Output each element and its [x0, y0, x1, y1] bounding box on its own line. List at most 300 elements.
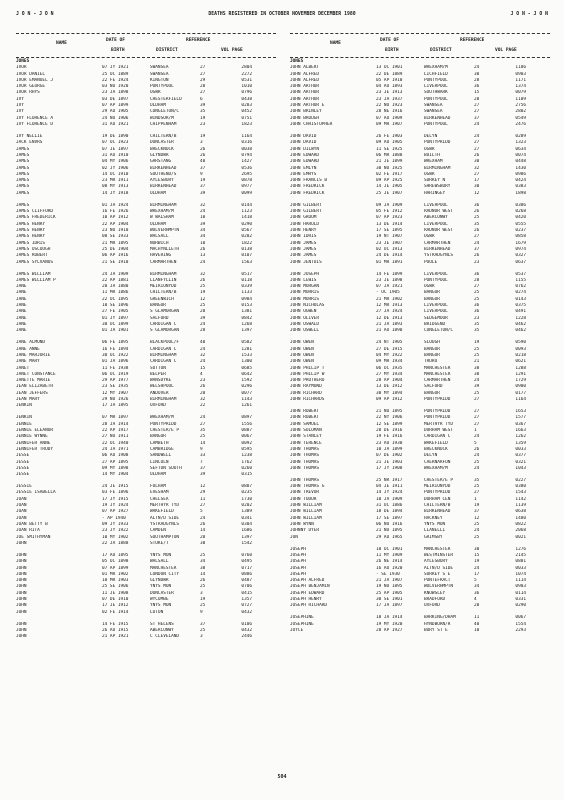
district-cell: LLANFYLLIN [150, 277, 177, 283]
page-cell: 0274 [515, 290, 526, 296]
page-cell: 0986 [515, 171, 526, 177]
forename-cell: JOAN [16, 509, 27, 515]
forename-cell: JENKIN [16, 415, 32, 421]
district-cell: SUTTON [150, 365, 166, 371]
forename-cell: JOHN THOMAS [290, 453, 320, 459]
district-cell: RADNOR WEST [424, 209, 454, 215]
district-cell: LLANELLI [424, 528, 446, 534]
page-cell: 0822 [515, 521, 526, 527]
page-cell: 0555 [515, 221, 526, 227]
volume-cell: 5 [200, 509, 203, 515]
volume-cell: 35 [474, 321, 480, 327]
forename-cell: JOHN EMRYS [290, 171, 317, 177]
page-cell: 0881 [515, 559, 526, 565]
district-cell: PONTYPOOL [424, 77, 448, 83]
birth-date-cell: 23 JA 1898 [102, 90, 129, 96]
birth-date-cell: 01 JA 1896 [102, 359, 129, 365]
right-entries [290, 59, 550, 634]
page-cell: 0290 [515, 603, 526, 609]
page-cell: 1357 [241, 597, 252, 603]
page-cell: 1563 [241, 259, 252, 265]
birth-date-cell: 22 FE 1924 [102, 77, 129, 83]
volume-cell: 5 [474, 578, 477, 584]
birth-date-cell: 07 JE 1897 [102, 146, 129, 152]
volume-cell: 27 [200, 65, 206, 71]
volume-cell: 27 [200, 71, 206, 77]
district-cell: BIRMINGHAM [150, 397, 177, 403]
district-cell: CHILTERN/B [150, 290, 177, 296]
volume-cell: 33 [200, 453, 206, 459]
birth-date-cell: 04 MY 1906 [102, 159, 129, 165]
birth-date-cell: 02 FE 1917 [376, 171, 403, 177]
header-divider-top [16, 33, 276, 34]
volume-cell: 36 [474, 202, 480, 208]
header-reference: REFERENCE [186, 38, 211, 43]
volume-cell: 35 [474, 328, 480, 334]
page-cell: 1114 [515, 578, 526, 584]
forename-cell: JOHN OWEN [290, 352, 314, 358]
district-cell: SEFTON SOUTH [150, 465, 182, 471]
forename-cell: JOHN OSWALD [290, 321, 320, 327]
forename-cell: JAMES SYLVANUS [16, 259, 54, 265]
page-cell: 1281 [241, 346, 252, 352]
volume-cell: 19 [200, 115, 206, 121]
page-cell: 2145 [515, 552, 526, 558]
page-cell: 0177 [515, 390, 526, 396]
page-cell: 0448 [515, 159, 526, 165]
district-cell: BANGOR [424, 296, 440, 302]
volume-cell: 38 [474, 365, 480, 371]
district-cell: BIRMINGHAM [150, 202, 177, 208]
volume-cell: 27 [474, 234, 480, 240]
district-cell: BANGOR [424, 346, 440, 352]
forename-cell: JOHN MORRIS [290, 296, 320, 302]
volume-cell: 39 [200, 190, 206, 196]
forename-cell: IVY [16, 96, 24, 102]
forename-cell: JOHN PROTHERO [290, 378, 325, 384]
birth-date-cell: 10 JA 1899 [376, 446, 403, 452]
district-cell: PONTYPOOL [424, 96, 448, 102]
district-cell: YSTRADGYNLS [424, 253, 454, 259]
district-cell: CARMARTHEN [424, 240, 451, 246]
page-cell: 2476 [515, 121, 526, 127]
entry-group [290, 134, 550, 197]
header-right-range: J O N - J O N [510, 12, 548, 17]
header-name: NAME [330, 41, 341, 46]
district-cell: CHESTER/E P [150, 428, 180, 434]
district-cell: WALSALL [150, 559, 169, 565]
page-cell: 1762 [241, 459, 252, 465]
district-cell: WAKEFIELD [424, 440, 448, 446]
page-cell: 1556 [241, 421, 252, 427]
volume-cell: 12 [200, 296, 206, 302]
entry-group [16, 134, 276, 197]
volume-cell: 30 [474, 71, 480, 77]
page-cell: 0638 [515, 509, 526, 515]
forename-cell: JOHN [16, 634, 27, 640]
forename-cell: JOHN THOMAS [290, 465, 320, 471]
volume-cell: 30 [474, 184, 480, 190]
page-cell: 1577 [515, 415, 526, 421]
birth-date-cell: 14 JY 1918 [102, 190, 129, 196]
volume-cell: 11 [200, 496, 206, 502]
birth-date-cell: 27 MY 1934 [376, 371, 403, 377]
forename-cell: JESSE [16, 472, 30, 478]
district-cell: CARDIGAN C [150, 359, 177, 365]
district-cell: PONTYPOOL [424, 121, 448, 127]
forename-cell: JOHN THOMAS [290, 459, 320, 465]
district-cell: SANDWELL [150, 453, 172, 459]
forename-cell: JOHN [16, 628, 27, 634]
birth-date-cell: 07 AP 1927 [102, 509, 129, 515]
page-cell: 0886 [241, 571, 252, 577]
volume-cell: 14 [200, 440, 206, 446]
volume-cell: 40 [200, 340, 206, 346]
page-cell: 0067 [241, 434, 252, 440]
page-cell: 0637 [515, 259, 526, 265]
district-cell: OGWR [424, 146, 435, 152]
page-cell: 1823 [241, 121, 252, 127]
birth-date-cell: 21 JA 1907 [376, 578, 403, 584]
volume-cell: 25 [200, 584, 206, 590]
page-cell: 1164 [241, 134, 252, 140]
birth-date-cell: 19 NO 1895 [376, 584, 403, 590]
volume-cell: 27 [200, 503, 206, 509]
header-district: DISTRICT [430, 48, 452, 53]
district-cell: YNYS MON [150, 584, 172, 590]
volume-cell: 20 [200, 390, 206, 396]
forename-cell: JOHN [16, 584, 27, 590]
header-birth: BIRTH [385, 48, 399, 53]
volume-cell: 27 [474, 171, 480, 177]
forename-cell: JOHN OWEN [290, 340, 314, 346]
page-cell: 1123 [241, 209, 252, 215]
volume-cell: 23 [474, 259, 480, 265]
district-cell: HARINGEY [424, 190, 446, 196]
birth-date-cell: 07 AP 1923 [376, 215, 403, 221]
district-cell: CHILTERN/B [150, 134, 177, 140]
header-name: NAME [56, 41, 67, 46]
district-cell: CHESTERFIELD [150, 96, 182, 102]
volume-cell: 36 [474, 303, 480, 309]
district-cell: ST HELENS [150, 621, 174, 627]
district-cell: YNYS MON [150, 552, 172, 558]
forename-cell: JOHN DILWYN [290, 146, 320, 152]
volume-cell: 36 [474, 271, 480, 277]
volume-cell: 39 [200, 221, 206, 227]
birth-date-cell: 02 JY 1906 [102, 165, 129, 171]
forename-cell: JOHN ARTHUR [290, 96, 320, 102]
page-cell: 0099 [241, 190, 252, 196]
forename-cell: JOHN BRINLEY [290, 109, 322, 115]
district-cell: MEIRIONYDD [424, 484, 451, 490]
forename-cell: JAMES [16, 184, 30, 190]
page-cell: 0153 [241, 303, 252, 309]
birth-date-cell: 16 FE 1894 [102, 346, 129, 352]
district-cell: WREXHAM [424, 159, 443, 165]
forename-cell: JOAN [16, 496, 27, 502]
header-left-range: J O N - J O N [16, 12, 54, 17]
district-cell: WREXHAM/M [424, 65, 448, 71]
district-cell: DURHAM CEN [424, 496, 451, 502]
forename-cell: JAMES [16, 178, 30, 184]
birth-date-cell: 08 SE 1933 [102, 234, 129, 240]
district-cell: BANGOR [424, 290, 440, 296]
district-cell: DELYN [424, 453, 438, 459]
district-cell: SWANSEA [424, 103, 443, 109]
district-cell: BIRKENHEAD [150, 184, 177, 190]
birth-date-cell: 22 JA 1888 [102, 540, 129, 546]
birth-date-cell: 13 DE 1912 [376, 384, 403, 390]
volume-cell: 25 [474, 346, 480, 352]
page-cell: 0202 [241, 234, 252, 240]
forename-cell: JOHN RICHARDS [290, 397, 325, 403]
forename-cell: JOHN DAVID [290, 134, 317, 140]
page-cell: 0386 [515, 202, 526, 208]
volume-cell: 23 [474, 315, 480, 321]
forename-cell: JOHN TREVOR [290, 490, 320, 496]
birth-date-cell: 09 JA 1909 [376, 202, 403, 208]
page-cell: 0114 [515, 590, 526, 596]
district-cell: LIVERPOOL [424, 309, 448, 315]
page-cell: 1300 [241, 359, 252, 365]
page-cell: 1554 [515, 621, 526, 627]
volume-cell: 26 [200, 384, 206, 390]
page-cell: 0218 [515, 352, 526, 358]
birth-date-cell: 17 SE 1897 [376, 515, 403, 521]
district-cell: MANCHESTER [424, 546, 451, 552]
volume-cell: 9 [200, 446, 203, 452]
birth-date-cell: 05 FE 1912 [376, 209, 403, 215]
forename-cell: JOHN ROBERT [290, 415, 320, 421]
district-cell: PONTYPRIDD [424, 409, 451, 415]
page-cell: 2272 [241, 71, 252, 77]
district-cell: MERTHYR TYD [150, 503, 180, 509]
volume-cell: 26 [474, 446, 480, 452]
volume-cell: 26 [200, 578, 206, 584]
birth-date-cell: 07 DE 1902 [376, 453, 403, 459]
volume-cell: 19 [200, 178, 206, 184]
page-cell: 0144 [241, 202, 252, 208]
volume-cell: 17 [474, 178, 480, 184]
district-cell: MEIRIONYDD [150, 284, 177, 290]
page-cell: 0138 [241, 246, 252, 252]
page-cell: 0842 [241, 315, 252, 321]
forename-cell: JOHN MORGAN [290, 284, 320, 290]
forename-cell: JESSE [16, 459, 30, 465]
volume-cell: 24 [474, 134, 480, 140]
forename-cell: JANE [16, 328, 27, 334]
volume-cell: 27 [474, 103, 480, 109]
district-cell: STOKE/T [150, 540, 169, 546]
volume-cell: 25 [474, 534, 480, 540]
forename-cell: JANE [16, 315, 27, 321]
entry-group [290, 340, 550, 403]
volume-cell: 36 [474, 84, 480, 90]
forename-cell: JEAN JEFFERS [16, 390, 48, 396]
page-cell: 0383 [515, 184, 526, 190]
birth-date-cell: 22 AP 1917 [102, 428, 129, 434]
district-cell: LINCOLN [150, 459, 169, 465]
volume-cell: 27 [200, 90, 206, 96]
birth-date-cell: 21 AU 1890 [376, 328, 403, 334]
forename-cell: JOAN [16, 503, 27, 509]
right-column [290, 33, 550, 640]
page-cell: 0794 [241, 152, 252, 158]
forename-cell: JOHN ALFRED [290, 77, 320, 83]
forename-cell: JOHN JAMES [290, 253, 317, 259]
birth-date-cell: 28 NE 1916 [376, 109, 403, 115]
volume-cell: 26 [200, 521, 206, 527]
page-header [16, 12, 548, 22]
forename-cell: JOHN [16, 590, 27, 596]
birth-date-cell: 22 OC 1940 [102, 440, 129, 446]
header-date-of: DATE OF [106, 38, 125, 43]
forename-cell: JOHN TERENCE [290, 440, 322, 446]
volume-cell: 24 [474, 465, 480, 471]
volume-cell: 35 [200, 428, 206, 434]
birth-date-cell: 19 DE 1890 [102, 134, 129, 140]
death-record-row [16, 610, 276, 616]
volume-cell: 3 [200, 140, 203, 146]
birth-date-cell: 14 FE 1899 [376, 271, 403, 277]
volume-cell: 24 [474, 121, 480, 127]
forename-cell: JOHN FREDRICK [290, 184, 325, 190]
district-cell: CHESTER/E P [424, 477, 454, 483]
district-cell: WREXHAM/M [150, 415, 174, 421]
page-cell: 0452 [241, 109, 252, 115]
birth-date-cell: 07 JY 1921 [102, 65, 129, 71]
district-cell: LUTON [150, 609, 164, 615]
page-cell: 1228 [515, 315, 526, 321]
forename-cell: JANET [16, 365, 30, 371]
volume-cell: 21 [474, 359, 480, 365]
district-cell: AYLESBURY [150, 178, 174, 184]
volume-cell: 10 [200, 240, 206, 246]
entry-group [290, 203, 550, 266]
forename-cell: IVY [16, 109, 24, 115]
forename-cell: IVOR [16, 65, 27, 71]
forename-cell: JOHN EMLYN [290, 165, 317, 171]
forename-cell: JOYCE [290, 628, 304, 634]
birth-date-cell: 06 AU 1908 [102, 453, 129, 459]
district-cell: BANGOR [424, 390, 440, 396]
volume-cell: 27 [474, 421, 480, 427]
volume-cell: 40 [200, 159, 206, 165]
forename-cell: JOAN RITA [16, 528, 40, 534]
forename-cell: JOSEPH [290, 546, 306, 552]
volume-cell: 7 [200, 459, 203, 465]
forename-cell: JOHN OGWEN [290, 309, 317, 315]
district-cell: WAKEFIELD [150, 509, 174, 515]
volume-cell: 25 [474, 215, 480, 221]
entry-group [290, 409, 550, 472]
page-cell: 1389 [241, 509, 252, 515]
volume-cell: 24 [200, 346, 206, 352]
volume-cell: 36 [474, 309, 480, 315]
page-cell: 1822 [241, 240, 252, 246]
volume-cell: 34 [200, 228, 206, 234]
district-cell: LIVERPOOL [424, 271, 448, 277]
page-cell: 0074 [515, 152, 526, 158]
forename-cell: JOHN IDRIS [290, 234, 317, 240]
birth-date-cell: 23 NO 1910 [102, 228, 129, 234]
page-cell: 1010 [241, 84, 252, 90]
page-cell: 0375 [515, 303, 526, 309]
district-cell: ANDOVER [150, 390, 169, 396]
death-record-row [290, 628, 550, 634]
birth-date-cell: 30 NO 1925 [376, 165, 403, 171]
page-cell: 0341 [241, 515, 252, 521]
district-cell: HYNDBURN/R [424, 621, 451, 627]
birth-date-cell: 21 JE 1903 [376, 459, 403, 465]
volume-cell: 14 [200, 528, 206, 534]
birth-date-cell: 09 MR 1907 [376, 121, 403, 127]
birth-date-cell: 25 AP 1905 [376, 590, 403, 596]
volume-cell: 25 [474, 290, 480, 296]
district-cell: HAVERING [150, 253, 172, 259]
page-cell: 0289 [515, 134, 526, 140]
forename-cell: JESSE [16, 453, 30, 459]
birth-date-cell: 05 AP 1910 [376, 77, 403, 83]
birth-date-cell: 03 DE 1897 [102, 96, 129, 102]
page-cell: 0038 [241, 146, 252, 152]
birth-date-cell: 27 NO 1911 [102, 434, 129, 440]
birth-date-cell: 24 NT 1905 [376, 340, 403, 346]
volume-cell: 32 [474, 165, 480, 171]
birth-date-cell: 11 SE 1925 [376, 146, 403, 152]
page-cell: 1543 [515, 490, 526, 496]
header-reference: REFERENCE [460, 38, 485, 43]
volume-cell: 20 [474, 603, 480, 609]
volume-cell: 27 [474, 409, 480, 415]
volume-cell: 12 [474, 190, 480, 196]
district-cell: WOLVERHMPTN [424, 584, 454, 590]
page-cell: 0495 [241, 559, 252, 565]
volume-cell: 25 [474, 352, 480, 358]
page-cell: 0033 [515, 565, 526, 571]
birth-date-cell: 30 OC 1922 [102, 352, 129, 358]
header-divider-bottom [16, 57, 276, 58]
birth-date-cell: 05 OC 1898 [102, 559, 129, 565]
volume-cell: 4 [474, 597, 477, 603]
birth-date-cell: 22 DE 1889 [376, 71, 403, 77]
birth-date-cell: 27 FE 1905 [102, 309, 129, 315]
district-cell: BRECKNOCK [150, 146, 174, 152]
birth-date-cell: 22 NO 1923 [376, 103, 403, 109]
birth-date-cell: 11 JE 1908 [102, 590, 129, 596]
forename-cell: JESSIE ISABELLA [16, 490, 56, 496]
page-cell: 0227 [515, 477, 526, 483]
birth-date-cell: 26 NE 1914 [376, 559, 403, 565]
forename-cell: JAMES IDRIS [16, 240, 46, 246]
page-cell: 0283 [241, 103, 252, 109]
forename-cell: JOHN ALFRED [290, 71, 320, 77]
page-cell: 1381 [241, 309, 252, 315]
birth-date-cell: 10 OC 1901 [376, 546, 403, 552]
birth-date-cell: 16 FE 1926 [102, 209, 129, 215]
volume-cell: 3 [200, 634, 203, 640]
forename-cell: JOHN ARTHUR E [290, 103, 325, 109]
birth-date-cell: 10 SE 1896 [102, 303, 129, 309]
header-vol-page: VOL PAGE [221, 48, 243, 53]
birth-date-cell: 24 JE 1915 [102, 484, 129, 490]
birth-date-cell: 12 MR 1913 [376, 303, 403, 309]
header-divider-bottom [290, 57, 550, 58]
forename-cell: JOHN OWEN [290, 359, 314, 365]
forename-cell: JOAN BETTY B [16, 521, 48, 527]
district-cell: OLDHAM [150, 190, 166, 196]
